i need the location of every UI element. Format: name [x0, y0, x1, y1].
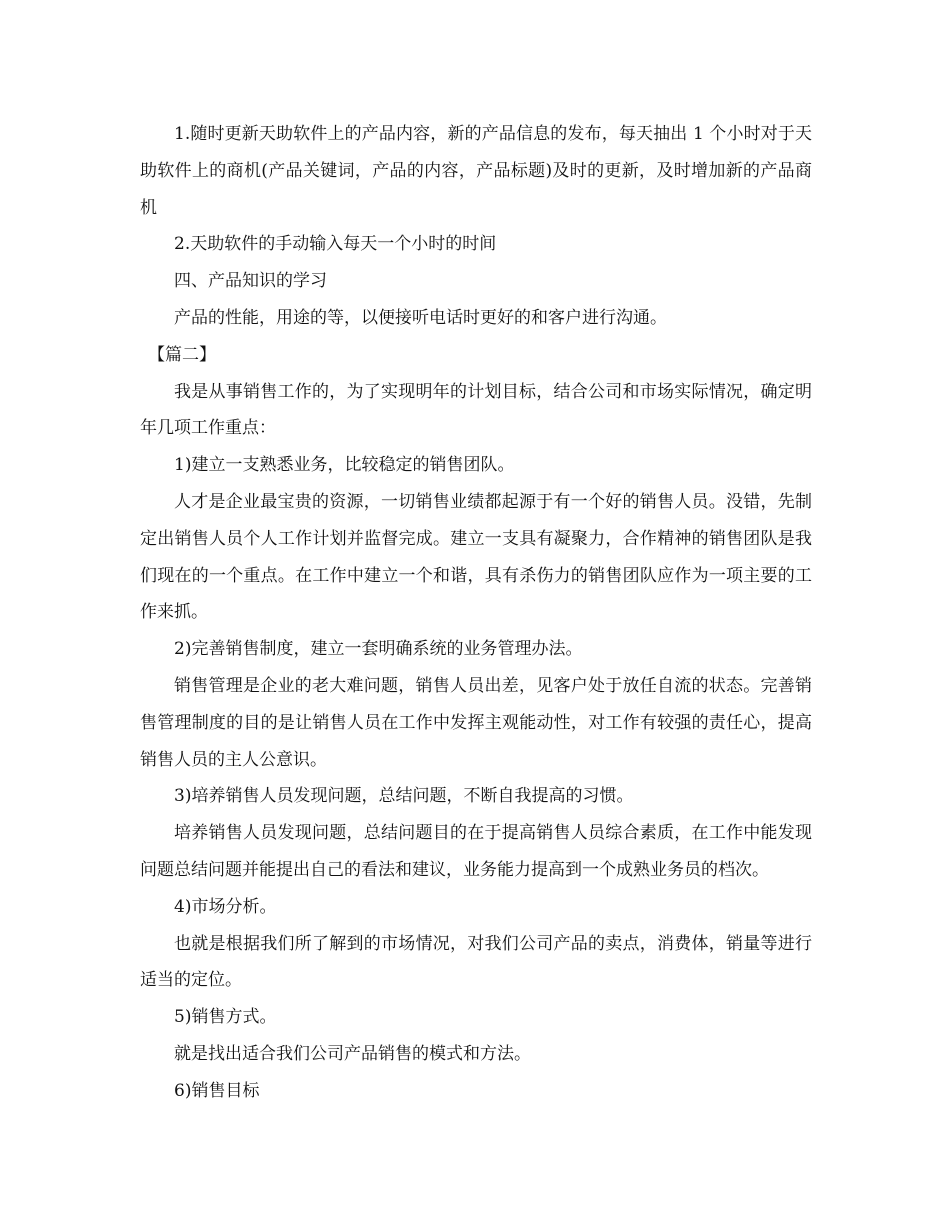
paragraph-item-1-update-products: 1.随时更新天助软件上的产品内容，新的产品信息的发布，每天抽出 1 个小时对于天助软件上的商机(产品关键词，产品的内容，产品标题)及时的更新，及时增加新的产品商机 [140, 124, 812, 218]
paragraph-market-analysis: 也就是根据我们所了解到的市场情况，对我们公司产品的卖点，消费体，销量等进行适当的定位。 [140, 933, 812, 991]
section-heading-product-knowledge: 四、产品知识的学习 [174, 271, 327, 292]
list-heading-5-sales-method: 5)销售方式。 [174, 1007, 277, 1028]
paragraph-item-2-manual-input: 2.天助软件的手动输入每天一个小时的时间 [174, 234, 497, 255]
paragraph-product-knowledge: 产品的性能，用途的等，以便接听电话时更好的和客户进行沟通。 [174, 307, 667, 328]
paragraph-intro: 我是从事销售工作的，为了实现明年的计划目标，结合公司和市场实际情况，确定明年几项工作重点： [140, 381, 812, 439]
paragraph-sales-system: 销售管理是企业的老大难问题，销售人员出差，见客户处于放任自流的状态。完善销售管理制度的目的是让销售人员在工作中发挥主观能动性，对工作有较强的责任心，提高销售人员的主人公意识。 [140, 675, 812, 770]
list-heading-3-problem-finding: 3)培养销售人员发现问题，总结问题，不断自我提高的习惯。 [174, 786, 634, 807]
list-heading-2-sales-system: 2)完善销售制度，建立一套明确系统的业务管理办法。 [174, 639, 583, 660]
list-heading-1-sales-team: 1)建立一支熟悉业务，比较稳定的销售团队。 [174, 455, 515, 476]
list-heading-6-sales-target: 6)销售目标 [174, 1080, 260, 1101]
list-heading-4-market-analysis: 4)市场分析。 [174, 896, 277, 917]
paragraph-sales-team: 人才是企业最宝贵的资源，一切销售业绩都起源于有一个好的销售人员。没错，先制定出销售人员个人工作计划并监督完成。建立一支具有凝聚力，合作精神的销售团队是我们现在的一个重点。在工作中建立一个和谐，具有杀伤力的销售团队应作为一项主要的工作来抓。 [140, 491, 812, 623]
paragraph-sales-method: 就是找出适合我们公司产品销售的模式和方法。 [174, 1043, 531, 1064]
section-heading-part-two: 【篇二】 [148, 344, 216, 365]
document-body [140, 116, 812, 1110]
paragraph-problem-finding: 培养销售人员发现问题，总结问题目的在于提高销售人员综合素质，在工作中能发现问题总结问题并能提出自己的看法和建议，业务能力提高到一个成熟业务员的档次。 [140, 823, 812, 880]
